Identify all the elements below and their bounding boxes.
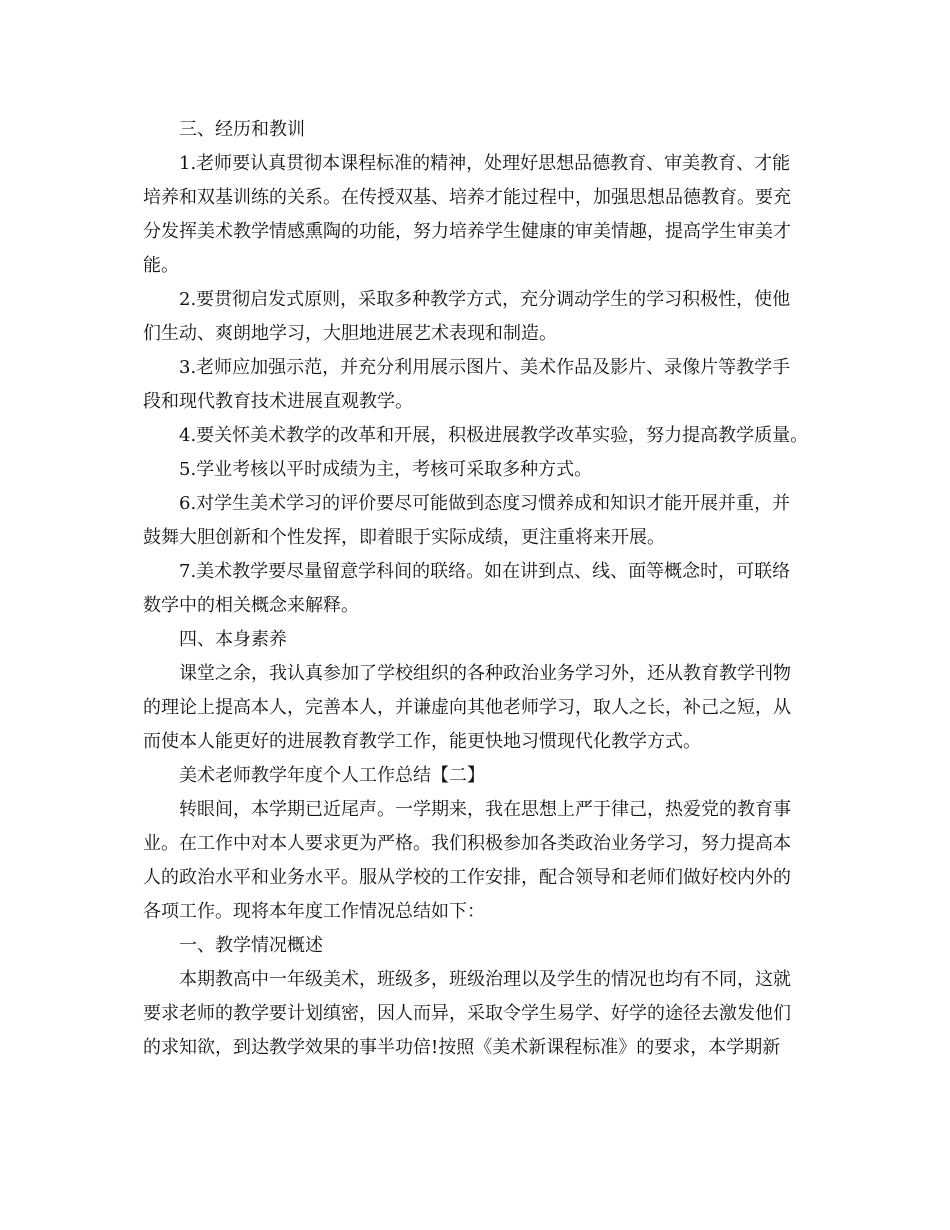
paragraph-line: 各项工作。现将本年度工作情况总结如下： (143, 901, 485, 922)
paragraph-line: 2.要贯彻启发式原则，采取多种教学方式，充分调动学生的学习积极性，使他 (179, 289, 791, 310)
section-heading: 四、本身素养 (179, 629, 287, 650)
paragraph-line: 培养和双基训练的关系。在传授双基、培养才能过程中，加强思想品德教育。要充 (143, 187, 791, 208)
paragraph-line: 的理论上提高本人，完善本人，并谦虚向其他老师学习，取人之长，补己之短，从 (143, 697, 791, 718)
paragraph-line: 本期教高中一年级美术，班级多，班级治理以及学生的情况也均有不同，这就 (179, 969, 791, 990)
paragraph-line: 数学中的相关概念来解释。 (143, 595, 359, 616)
paragraph-line: 的求知欲，到达教学效果的事半功倍!按照《美术新课程标准》的要求，本学期新 (143, 1037, 781, 1058)
paragraph-line: 6.对学生美术学习的评价要尽可能做到态度习惯养成和知识才能开展并重，并 (179, 493, 791, 514)
paragraph-line: 鼓舞大胆创新和个性发挥，即着眼于实际成绩，更注重将来开展。 (143, 527, 665, 548)
paragraph-line: 课堂之余，我认真参加了学校组织的各种政治业务学习外，还从教育教学刊物 (179, 663, 791, 684)
paragraph-line: 4.要关怀美术教学的改革和开展，积极进展教学改革实验，努力提高教学质量。 (179, 425, 809, 446)
paragraph-line: 1.老师要认真贯彻本课程标准的精神，处理好思想品德教育、审美教育、才能 (179, 153, 791, 174)
paragraph-line: 而使本人能更好的进展教育教学工作，能更快地习惯现代化教学方式。 (143, 731, 701, 752)
paragraph-line: 段和现代教育技术进展直观教学。 (143, 391, 413, 412)
paragraph-line: 能。 (143, 255, 179, 276)
paragraph-line: 7.美术教学要尽量留意学科间的联络。如在讲到点、线、面等概念时，可联络 (179, 561, 791, 582)
paragraph-line: 人的政治水平和业务水平。服从学校的工作安排，配合领导和老师们做好校内外的 (143, 867, 791, 888)
paragraph-line: 分发挥美术教学情感熏陶的功能，努力培养学生健康的审美情趣，提高学生审美才 (143, 221, 791, 242)
paragraph-line: 要求老师的教学要计划缜密，因人而异，采取令学生易学、好学的途径去激发他们 (143, 1003, 791, 1024)
section-heading: 一、教学情况概述 (179, 935, 323, 956)
paragraph-line: 们生动、爽朗地学习，大胆地进展艺术表现和制造。 (143, 323, 557, 344)
paragraph-line: 转眼间，本学期已近尾声。一学期来，我在思想上严于律己，热爱党的教育事 (179, 799, 791, 820)
paragraph-line: 业。在工作中对本人要求更为严格。我们积极参加各类政治业务学习，努力提高本 (143, 833, 791, 854)
document-body (143, 113, 823, 1065)
paragraph-line: 5.学业考核以平时成绩为主，考核可采取多种方式。 (179, 459, 593, 480)
paragraph-line: 3.老师应加强示范，并充分利用展示图片、美术作品及影片、录像片等教学手 (179, 357, 791, 378)
article-title: 美术老师教学年度个人工作总结【二】 (179, 765, 485, 786)
section-heading: 三、经历和教训 (179, 119, 305, 140)
